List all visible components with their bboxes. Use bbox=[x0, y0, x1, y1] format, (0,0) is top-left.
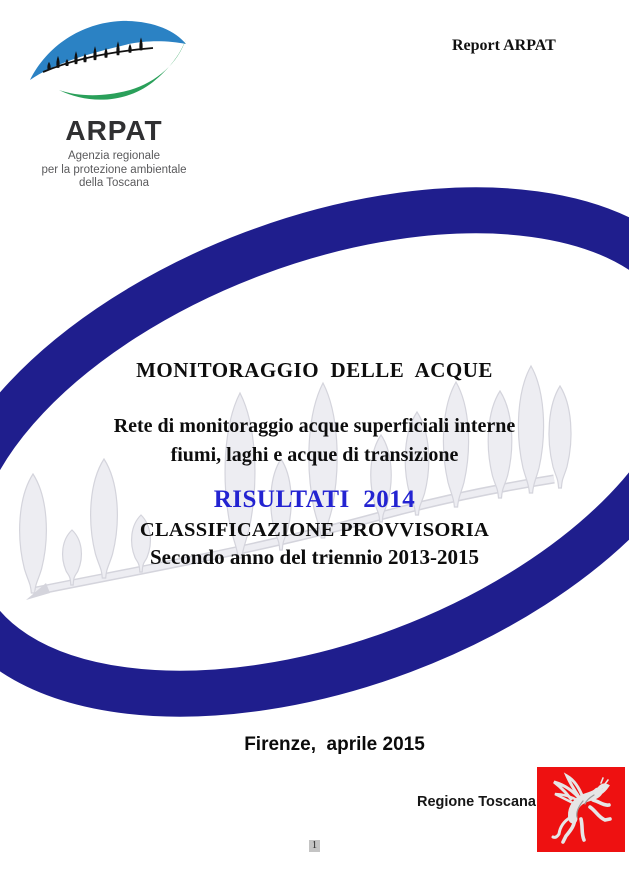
cover-subtitle-line2: fiumi, laghi e acque di transizione bbox=[170, 444, 459, 466]
region-toscana-label: Regione Toscana bbox=[417, 794, 536, 810]
report-type-label: Report ARPAT bbox=[452, 37, 556, 54]
arpat-logo-graphic bbox=[29, 18, 199, 110]
arpat-subtitle-line: della Toscana bbox=[78, 177, 150, 189]
arpat-subtitle-line: per la protezione ambientale bbox=[41, 163, 187, 176]
page-number bbox=[0, 835, 629, 853]
arpat-acronym: ARPAT bbox=[65, 115, 163, 146]
cover-subtitle-line1: Rete di monitoraggio acque superficiali interne bbox=[113, 415, 516, 437]
cover-results-title: RISULTATI 2014 bbox=[213, 486, 416, 513]
page-number-value: 1 bbox=[309, 840, 320, 852]
cover-classification-title: CLASSIFICAZIONE PROVVISORIA bbox=[139, 519, 490, 541]
cover-main-title: MONITORAGGIO DELLE ACQUE bbox=[136, 358, 493, 382]
arpat-subtitle-line: Agenzia regionale bbox=[67, 150, 161, 162]
arpat-subtitle bbox=[14, 150, 214, 191]
arpat-logo bbox=[14, 18, 214, 191]
place-date-line: Firenze, aprile 2015 bbox=[244, 734, 425, 755]
arpat-logo-blue-arc bbox=[30, 21, 186, 80]
cover-period-line: Secondo anno del triennio 2013-2015 bbox=[149, 545, 480, 569]
mini-cypress-tree bbox=[128, 44, 131, 53]
